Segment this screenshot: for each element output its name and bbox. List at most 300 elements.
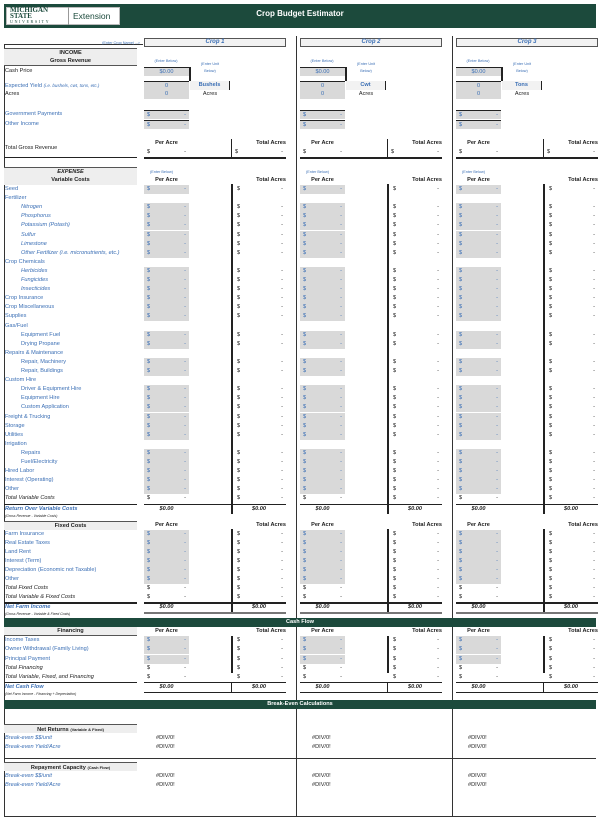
per-acre-input[interactable]: $ -	[456, 431, 501, 440]
per-acre-input[interactable]: $ -	[144, 575, 189, 584]
per-acre-input[interactable]: $ -	[144, 394, 189, 403]
per-acre-input[interactable]: $ -	[300, 485, 345, 494]
per-acre-header: Per Acre	[467, 177, 490, 183]
per-acre-input[interactable]: $ -	[144, 422, 189, 431]
per-acre-input[interactable]: $ -	[456, 185, 501, 194]
per-acre-input[interactable]: $ -	[300, 185, 345, 194]
net-farm-per-acre: $0.00	[471, 604, 486, 611]
per-acre-input[interactable]: $ -	[456, 340, 501, 349]
row-label: Repair, Buildings	[21, 368, 63, 374]
total-gross-total: $ -	[235, 149, 283, 155]
per-acre-input[interactable]: $ -	[300, 249, 345, 258]
net-cash-per-acre: $0.00	[315, 683, 330, 690]
total-acres-value: $ -	[237, 267, 283, 274]
gov-payments-input[interactable]: $ -	[144, 110, 189, 119]
per-acre-input[interactable]: $ -	[300, 413, 345, 422]
per-acre-input[interactable]: $ -	[144, 403, 189, 412]
total-acres-value: $ -	[393, 222, 439, 229]
per-acre-input[interactable]: $ -	[456, 645, 501, 654]
expected-yield-input[interactable]: 0	[300, 81, 345, 90]
per-acre-input[interactable]: $ -	[144, 485, 189, 494]
total-acres-value: $ -	[237, 213, 283, 220]
cash-price-input[interactable]: $0.00	[300, 67, 345, 76]
per-acre-input[interactable]: $ -	[144, 276, 189, 285]
yield-unit-input[interactable]: Cwt	[346, 81, 386, 90]
per-acre-input[interactable]: $ -	[144, 340, 189, 349]
net-farm-note: (Gross Revenue - Variable & Fixed Costs)	[5, 612, 71, 617]
per-acre-input[interactable]: $ -	[456, 249, 501, 258]
per-acre-input[interactable]: $ -	[456, 385, 501, 394]
break-even-value: #DIV/0!	[156, 743, 175, 750]
total-acres-value: $ -	[393, 249, 439, 256]
per-acre-value: $ -	[459, 495, 498, 502]
per-acre-input[interactable]: $ -	[300, 645, 345, 654]
total-acres-value: $ -	[549, 304, 595, 311]
per-acre-input[interactable]: $ -	[144, 655, 189, 664]
return-total: $0.00	[252, 505, 266, 512]
total-acres-value: $ -	[237, 459, 283, 465]
row-label: Total Variable, Fixed, and Financing	[5, 673, 94, 680]
per-acre-input[interactable]: $ -	[300, 312, 345, 321]
total-acres-value: $ -	[393, 404, 439, 411]
total-acres-value: $ -	[237, 404, 283, 411]
per-acre-input[interactable]: $ -	[300, 203, 345, 212]
per-acre-header: Per Acre	[467, 140, 490, 146]
total-acres-value: $ -	[549, 395, 595, 402]
return-note: (Gross Revenue - Variable Costs)	[5, 513, 58, 518]
per-acre-input[interactable]: $ -	[144, 267, 189, 276]
per-acre-input[interactable]: $ -	[144, 212, 189, 221]
row-label: Fuel/Electricity	[21, 459, 58, 465]
gov-payments-input[interactable]: $ -	[456, 110, 501, 119]
row-label: Repair, Machinery	[21, 358, 67, 365]
row-label: Insecticides	[21, 286, 51, 293]
per-acre-input[interactable]: $ -	[456, 413, 501, 422]
expected-yield-input[interactable]: 0	[456, 81, 501, 90]
total-acres-header: Total Acres	[568, 628, 598, 635]
rule	[144, 157, 286, 159]
per-acre-header: Per Acre	[155, 628, 178, 635]
per-acre-input[interactable]: $ -	[456, 285, 501, 294]
per-acre-input[interactable]: $ -	[300, 575, 345, 584]
per-acre-input[interactable]: $ -	[456, 575, 501, 584]
per-acre-input[interactable]: $ -	[144, 645, 189, 654]
per-acre-value: $ -	[303, 673, 342, 680]
acres-input[interactable]: 0	[300, 90, 345, 99]
per-acre-input[interactable]: $ -	[144, 458, 189, 467]
per-acre-input[interactable]: $ -	[144, 530, 189, 539]
per-acre-value: $ -	[147, 594, 186, 601]
per-acre-input[interactable]: $ -	[144, 221, 189, 230]
row-label: Fertilizer	[5, 195, 27, 202]
total-acres-value: $ -	[549, 530, 595, 537]
acres-input[interactable]: 0	[144, 90, 189, 99]
cash-price-input[interactable]: $0.00	[144, 67, 189, 76]
per-acre-value: $ -	[459, 673, 498, 680]
per-acre-input[interactable]: $ -	[144, 185, 189, 194]
per-acre-input[interactable]: $ -	[144, 548, 189, 557]
enter-unit-hint: (Enter Unit	[200, 62, 220, 66]
per-acre-input[interactable]: $ -	[300, 294, 345, 303]
per-acre-input[interactable]: $ -	[144, 367, 189, 376]
return-per-acre: $0.00	[315, 505, 330, 512]
column-divider	[231, 184, 233, 514]
per-acre-input[interactable]: $ -	[300, 431, 345, 440]
other-income-input[interactable]: $ -	[456, 120, 501, 129]
total-acres-value: $ -	[549, 368, 595, 374]
per-acre-input[interactable]: $ -	[456, 458, 501, 467]
break-even-value: #DIV/0!	[312, 743, 331, 750]
row-label: Supplies	[5, 313, 27, 320]
per-acre-value: $ -	[303, 585, 342, 592]
total-acres-value: $ -	[549, 386, 595, 393]
total-gross-per-acre: $ -	[147, 149, 186, 155]
total-acres-value: $ -	[237, 594, 283, 601]
total-acres-value: $ -	[549, 313, 595, 320]
row-label: Farm Insurance	[5, 530, 45, 537]
per-acre-input[interactable]: $ -	[144, 240, 189, 249]
per-acre-input[interactable]: $ -	[300, 385, 345, 394]
row-label: Total Variable & Fixed Costs	[5, 594, 76, 601]
row-label: Real Estate Taxes	[5, 539, 50, 546]
divider	[543, 683, 544, 692]
total-acres-value: $ -	[237, 585, 283, 592]
per-acre-input[interactable]: $ -	[300, 394, 345, 403]
per-acre-input[interactable]: $ -	[456, 203, 501, 212]
per-acre-input[interactable]: $ -	[456, 367, 501, 376]
total-acres-value: $ -	[393, 655, 439, 662]
per-acre-input[interactable]: $ -	[300, 367, 345, 376]
crop-name-input-3[interactable]: Crop 3	[456, 38, 598, 47]
per-acre-input[interactable]: $ -	[144, 358, 189, 367]
total-acres-value: $ -	[237, 431, 283, 438]
per-acre-input[interactable]: $ -	[456, 539, 501, 548]
total-acres-value: $ -	[237, 186, 283, 192]
total-acres-value: $ -	[393, 477, 439, 484]
per-acre-input[interactable]: $ -	[300, 221, 345, 230]
total-acres-value: $ -	[237, 340, 283, 347]
row-label: Equipment Fuel	[21, 331, 61, 338]
per-acre-input[interactable]: $ -	[456, 530, 501, 539]
per-acre-value: $ -	[459, 664, 498, 671]
per-acre-input[interactable]: $ -	[300, 267, 345, 276]
total-gross-per-acre: $ -	[459, 149, 498, 155]
rule	[456, 612, 598, 614]
per-acre-input[interactable]: $ -	[300, 566, 345, 575]
gross-revenue-title: Gross Revenue	[4, 57, 137, 66]
total-acres-value: $ -	[393, 204, 439, 211]
other-income-input[interactable]: $ -	[144, 120, 189, 129]
per-acre-input[interactable]: $ -	[300, 240, 345, 249]
row-label: Crop Insurance	[5, 295, 44, 302]
row-label: Utilities	[5, 431, 24, 438]
total-acres-value: $ -	[393, 557, 439, 564]
per-acre-input[interactable]: $ -	[300, 403, 345, 412]
total-acres-value: $ -	[237, 222, 283, 229]
per-acre-input[interactable]: $ -	[456, 358, 501, 367]
enter-unit-hint-2: Below)	[360, 69, 372, 73]
per-acre-input[interactable]: $ -	[144, 431, 189, 440]
per-acre-input[interactable]: $ -	[144, 294, 189, 303]
total-acres-value: $ -	[393, 585, 439, 592]
per-acre-input[interactable]: $ -	[300, 467, 345, 476]
total-acres-value: $ -	[237, 539, 283, 546]
per-acre-input[interactable]: $ -	[456, 655, 501, 664]
repayment-title: Repayment Capacity (Cash Flow)	[4, 762, 137, 771]
per-acre-header: Per Acre	[311, 140, 334, 146]
total-acres-value: $ -	[393, 395, 439, 402]
row-label: Total Financing	[5, 664, 43, 671]
total-acres-value: $ -	[549, 413, 595, 420]
per-acre-header: Per Acre	[311, 177, 334, 183]
row-label: Custom Hire	[5, 377, 37, 384]
total-acres-header: Total Acres	[568, 177, 598, 183]
per-acre-input[interactable]: $ -	[456, 403, 501, 412]
per-acre-input[interactable]: $ -	[300, 422, 345, 431]
total-acres-value: $ -	[549, 495, 595, 502]
expected-yield-input[interactable]: 0	[144, 81, 189, 90]
acres-label: Acres	[5, 91, 20, 97]
net-cash-total: $0.00	[564, 683, 578, 690]
total-acres-value: $ -	[237, 566, 283, 573]
per-acre-input[interactable]: $ -	[300, 449, 345, 458]
total-acres-value: $ -	[549, 655, 595, 662]
per-acre-input[interactable]: $ -	[456, 303, 501, 312]
gov-payments-label: Government Payments	[5, 111, 63, 117]
break-even-value: #DIV/0!	[312, 734, 331, 741]
row-label: Drying Propane	[21, 340, 60, 347]
total-acres-value: $ -	[237, 240, 283, 247]
column-divider	[387, 636, 389, 672]
per-acre-input[interactable]: $ -	[300, 557, 345, 566]
total-acres-value: $ -	[237, 313, 283, 320]
msu-extension-logo: MICHIGAN STATE UNIVERSITY Extension	[6, 7, 120, 25]
per-acre-input[interactable]: $ -	[144, 312, 189, 321]
per-acre-input[interactable]: $ -	[144, 249, 189, 258]
total-acres-value: $ -	[393, 240, 439, 247]
per-acre-input[interactable]: $ -	[300, 212, 345, 221]
other-income-input[interactable]: $ -	[300, 120, 345, 129]
per-acre-input[interactable]: $ -	[144, 331, 189, 340]
total-acres-value: $ -	[549, 431, 595, 438]
total-acres-value: $ -	[549, 277, 595, 283]
crop-name-input-2[interactable]: Crop 2	[300, 38, 442, 47]
per-acre-input[interactable]: $ -	[144, 566, 189, 575]
per-acre-input[interactable]: $ -	[300, 285, 345, 294]
total-acres-value: $ -	[237, 304, 283, 311]
total-acres-value: $ -	[393, 459, 439, 465]
per-acre-input[interactable]: $ -	[300, 358, 345, 367]
per-acre-input[interactable]: $ -	[144, 385, 189, 394]
total-acres-value: $ -	[549, 358, 595, 365]
total-acres-header: Total Acres	[256, 177, 286, 183]
per-acre-input[interactable]: $ -	[144, 285, 189, 294]
per-acre-input[interactable]: $ -	[300, 548, 345, 557]
per-acre-input[interactable]: $ -	[456, 240, 501, 249]
page-title: Crop Budget Estimator	[256, 9, 344, 18]
total-acres-header: Total Acres	[412, 177, 442, 183]
cash-price-input[interactable]: $0.00	[456, 67, 501, 76]
per-acre-input[interactable]: $ -	[456, 276, 501, 285]
row-label: Principal Payment	[5, 655, 51, 662]
row-label: Nitrogen	[21, 204, 43, 211]
enter-unit-hint-2: Below)	[204, 69, 216, 73]
total-gross-per-acre: $ -	[303, 149, 342, 155]
total-acres-value: $ -	[393, 673, 439, 680]
divider	[387, 683, 388, 692]
return-over-variable-label: Return Over Variable Costs	[5, 505, 78, 512]
total-acres-value: $ -	[237, 486, 283, 493]
income-title: INCOME	[4, 48, 137, 57]
row-label: Irrigation	[5, 440, 27, 447]
total-acres-header: Total Acres	[568, 521, 598, 528]
per-acre-input[interactable]: $ -	[456, 557, 501, 566]
per-acre-input[interactable]: $ -	[300, 476, 345, 485]
per-acre-input[interactable]: $ -	[456, 212, 501, 221]
total-acres-value: $ -	[549, 404, 595, 411]
expected-yield-label	[5, 81, 99, 90]
per-acre-input[interactable]: $ -	[144, 557, 189, 566]
yield-unit-input[interactable]: Tons	[502, 81, 542, 90]
total-acres-value: $ -	[549, 594, 595, 601]
total-acres-value: $ -	[237, 249, 283, 256]
acres-unit: Acres	[202, 91, 218, 97]
per-acre-input[interactable]: $ -	[144, 203, 189, 212]
total-acres-value: $ -	[237, 368, 283, 374]
net-farm-income-label: Net Farm Income	[5, 604, 51, 611]
per-acre-value: $ -	[459, 585, 498, 592]
net-cash-total: $0.00	[252, 683, 266, 690]
return-per-acre: $0.00	[471, 505, 486, 512]
per-acre-input[interactable]: $ -	[456, 485, 501, 494]
per-acre-input[interactable]: $ -	[300, 303, 345, 312]
per-acre-header: Per Acre	[155, 140, 178, 146]
per-acre-input[interactable]: $ -	[300, 458, 345, 467]
rule	[144, 612, 286, 614]
per-acre-input[interactable]: $ -	[144, 231, 189, 240]
bottom-border	[4, 816, 596, 817]
break-even-value: #DIV/0!	[312, 781, 331, 788]
row-label: Land Rent	[5, 548, 31, 555]
per-acre-input[interactable]: $ -	[456, 294, 501, 303]
per-acre-input[interactable]: $ -	[456, 267, 501, 276]
total-acres-value: $ -	[237, 530, 283, 537]
net-cash-per-acre: $0.00	[471, 683, 486, 690]
per-acre-input[interactable]: $ -	[456, 476, 501, 485]
total-acres-value: $ -	[549, 222, 595, 229]
rule	[456, 692, 598, 693]
total-acres-value: $ -	[237, 449, 283, 456]
per-acre-input[interactable]: $ -	[300, 655, 345, 664]
yield-unit-input[interactable]: Bushels	[190, 81, 230, 90]
per-acre-input[interactable]: $ -	[456, 394, 501, 403]
total-acres-value: $ -	[549, 267, 595, 274]
per-acre-input[interactable]: $ -	[144, 303, 189, 312]
be-yield-label-2: Break-even Yield/Acre	[5, 781, 61, 788]
column-divider	[543, 529, 545, 614]
enter-below-hint: (Enter Below)	[310, 59, 334, 63]
column-divider	[231, 636, 233, 672]
net-farm-total: $0.00	[252, 604, 266, 611]
per-acre-input[interactable]: $ -	[144, 413, 189, 422]
per-acre-input[interactable]: $ -	[456, 449, 501, 458]
total-acres-value: $ -	[237, 646, 283, 653]
per-acre-input[interactable]: $ -	[300, 539, 345, 548]
total-acres-value: $ -	[549, 646, 595, 653]
total-acres-header: Total Acres	[256, 140, 286, 146]
enter-unit-hint: (Enter Unit	[512, 62, 532, 66]
per-acre-input[interactable]: $ -	[456, 422, 501, 431]
row-label: Other Fertilizer (i.e. micronutrients, etc.)	[21, 249, 120, 256]
per-acre-input[interactable]: $ -	[456, 566, 501, 575]
per-acre-input[interactable]: $ -	[144, 636, 189, 645]
net-returns-title: Net Returns (Variable & Fixed)	[4, 724, 137, 733]
total-acres-header: Total Acres	[568, 140, 598, 146]
per-acre-header: Per Acre	[467, 628, 490, 635]
enter-below-hint: (Enter Below)	[154, 59, 178, 63]
total-acres-value: $ -	[549, 664, 595, 671]
per-acre-input[interactable]: $ -	[300, 636, 345, 645]
per-acre-input[interactable]: $ -	[456, 331, 501, 340]
per-acre-input[interactable]: $ -	[456, 231, 501, 240]
total-acres-header: Total Acres	[256, 521, 286, 528]
per-acre-input[interactable]: $ -	[456, 548, 501, 557]
total-acres-value: $ -	[393, 566, 439, 573]
acres-unit: Acres	[358, 91, 374, 97]
total-acres-value: $ -	[549, 240, 595, 247]
gov-payments-input[interactable]: $ -	[300, 110, 345, 119]
per-acre-input[interactable]: $ -	[144, 539, 189, 548]
total-acres-value: $ -	[237, 413, 283, 420]
per-acre-input[interactable]: $ -	[144, 449, 189, 458]
row-label: Owner Withdrawal (Family Living)	[5, 646, 89, 653]
acres-input[interactable]: 0	[456, 90, 501, 99]
per-acre-input[interactable]: $ -	[300, 276, 345, 285]
total-acres-value: $ -	[393, 295, 439, 302]
row-label: Income Taxes	[5, 637, 40, 644]
per-acre-input[interactable]: $ -	[456, 467, 501, 476]
row-label: Repairs & Maintenance	[5, 349, 64, 356]
total-acres-value: $ -	[393, 304, 439, 311]
total-acres-value: $ -	[549, 204, 595, 211]
total-acres-value: $ -	[549, 468, 595, 475]
crop-name-input-1[interactable]: Crop 1	[144, 38, 286, 47]
row-label: Sulfur	[21, 231, 36, 238]
total-acres-value: $ -	[237, 358, 283, 365]
total-acres-value: $ -	[549, 449, 595, 456]
total-acres-value: $ -	[549, 548, 595, 555]
rule	[300, 692, 442, 693]
per-acre-input[interactable]: $ -	[456, 636, 501, 645]
per-acre-input[interactable]: $ -	[456, 221, 501, 230]
per-acre-input[interactable]: $ -	[300, 331, 345, 340]
total-acres-value: $ -	[393, 637, 439, 644]
net-cash-flow-label: Net Cash Flow	[5, 683, 44, 690]
row-label: Hired Labor	[5, 468, 35, 475]
per-acre-input[interactable]: $ -	[144, 476, 189, 485]
per-acre-input[interactable]: $ -	[144, 467, 189, 476]
per-acre-value: $ -	[147, 495, 186, 502]
row-label: Crop Chemicals	[5, 258, 45, 265]
total-acres-value: $ -	[393, 576, 439, 582]
per-acre-input[interactable]: $ -	[456, 312, 501, 321]
per-acre-input[interactable]: $ -	[300, 530, 345, 539]
enter-below-hint: (Enter Below)	[466, 59, 490, 63]
total-gross-total: $ -	[547, 149, 595, 155]
yield-label-text: Expected Yield	[5, 83, 43, 89]
per-acre-input[interactable]: $ -	[300, 231, 345, 240]
per-acre-input[interactable]: $ -	[300, 340, 345, 349]
